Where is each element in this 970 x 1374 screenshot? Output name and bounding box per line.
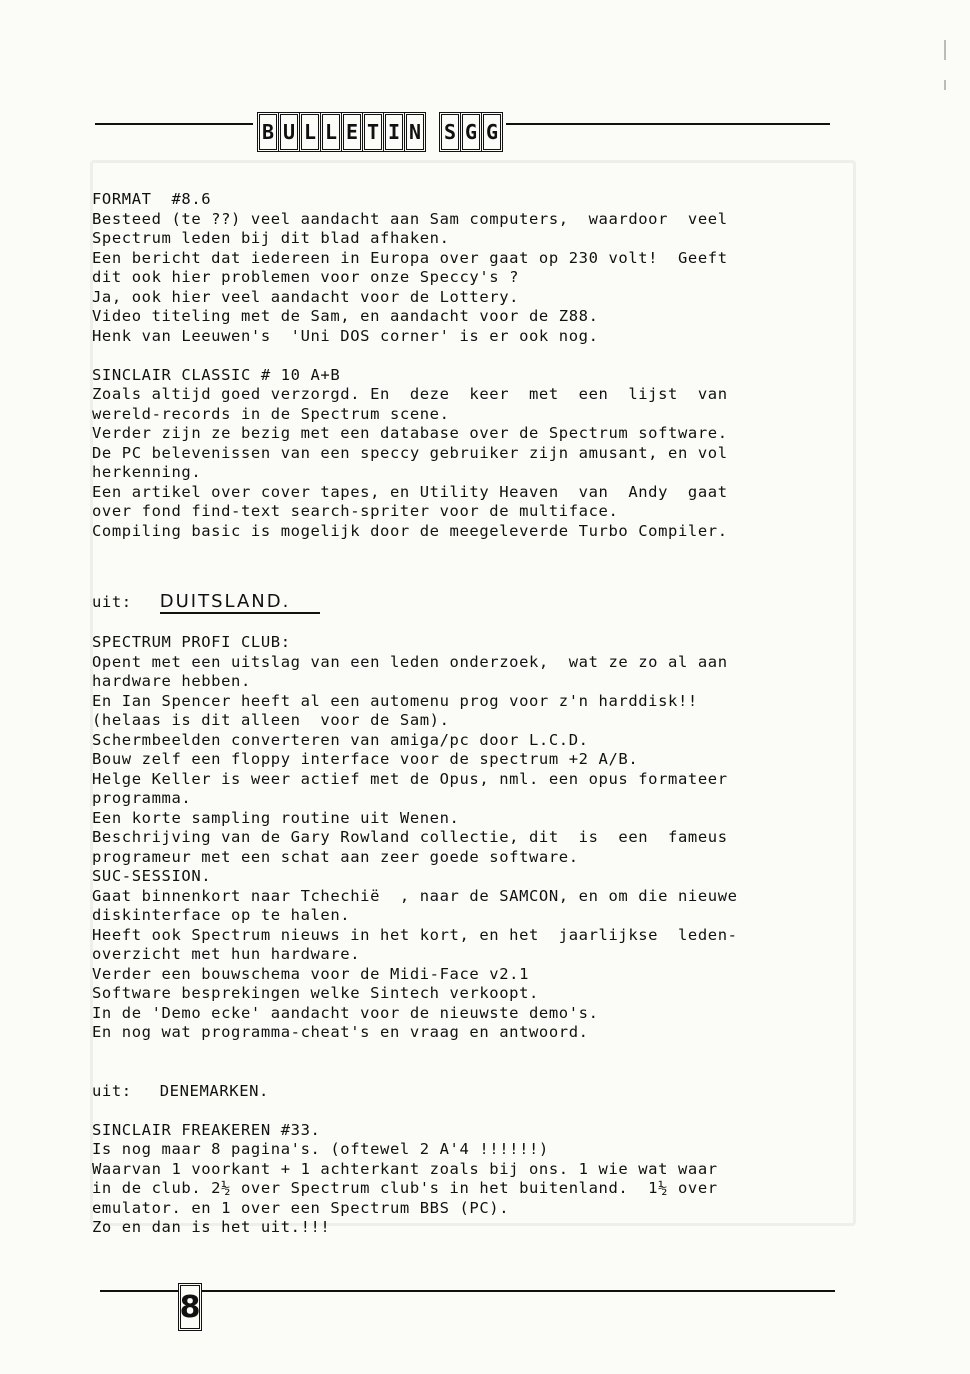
text-line: FORMAT #8.6 bbox=[92, 190, 212, 208]
text-line: overzicht met hun hardware. bbox=[92, 945, 361, 963]
text-line: herkenning. bbox=[92, 463, 202, 481]
masthead-logo bbox=[253, 112, 506, 152]
logo-letter: L bbox=[299, 112, 321, 152]
logo-letter: B bbox=[257, 112, 279, 152]
article-body bbox=[92, 190, 842, 1238]
text-line: En Ian Spencer heeft al een automenu prog voor z'n harddisk!! bbox=[92, 691, 698, 710]
text-line: SPECTRUM PROFI CLUB: bbox=[92, 633, 291, 651]
page-number: 8 bbox=[178, 1283, 202, 1331]
text-line: Compiling basic is mogelijk door de meegeleverde Turbo Compiler. bbox=[92, 521, 728, 540]
text-line: Ja, ook hier veel aandacht voor de Lottery. bbox=[92, 287, 520, 306]
text-line: Een artikel over cover tapes, en Utility Heaven van Andy gaat bbox=[92, 482, 728, 501]
logo-letter: S bbox=[439, 112, 461, 152]
spectrum-profi-section bbox=[92, 633, 842, 867]
logo-letter: N bbox=[404, 112, 426, 152]
text-line: Gaat binnenkort naar Tchechië , naar de SAMCON, en om die nieuwe bbox=[92, 886, 738, 905]
text-line: In de 'Demo ecke' aandacht voor de nieuwste demo's. bbox=[92, 1003, 599, 1022]
text-line: SUC-SESSION. bbox=[92, 867, 212, 885]
text-line: Besteed (te ??) veel aandacht aan Sam computers, waardoor veel bbox=[92, 209, 728, 228]
text-line: Schermbeelden converteren van amiga/pc door L.C.D. bbox=[92, 730, 589, 749]
text-line: wereld-records in de Spectrum scene. bbox=[92, 404, 450, 423]
logo-letter: G bbox=[481, 112, 503, 152]
text-line: Verder zijn ze bezig met een database over de Spectrum software. bbox=[92, 424, 728, 442]
logo-letter: T bbox=[362, 112, 384, 152]
sinclair-classic-section bbox=[92, 366, 842, 542]
text-line: Video titeling met de Sam, en aandacht voor de Z88. bbox=[92, 307, 599, 325]
country-heading-denemarken bbox=[92, 1082, 842, 1102]
text-line: Zo en dan is het uit.!!! bbox=[92, 1218, 331, 1236]
text-line: Beschrijving van de Gary Rowland collectie, dit is een fameus bbox=[92, 828, 728, 846]
text-line: Helge Keller is weer actief met de Opus, nml. een opus formateer bbox=[92, 769, 728, 788]
suc-session-section bbox=[92, 867, 842, 1043]
text-line: SINCLAIR CLASSIC # 10 A+B bbox=[92, 365, 341, 384]
logo-letter: G bbox=[460, 112, 482, 152]
text-line: in de club. 2½ over Spectrum club's in het buitenland. 1½ over bbox=[92, 1179, 718, 1197]
text-line: Een bericht dat iedereen in Europa over gaat op 230 volt! Geeft bbox=[92, 248, 728, 267]
text-line: Henk van Leeuwen's 'Uni DOS corner' is er ook nog. bbox=[92, 326, 599, 345]
edge-mark bbox=[944, 80, 946, 90]
text-line: Heeft ook Spectrum nieuws in het kort, en het jaarlijkse leden- bbox=[92, 925, 738, 944]
text-line: Verder een bouwschema voor de Midi-Face v2.1 bbox=[92, 964, 529, 983]
text-line: Bouw zelf een floppy interface voor de spectrum +2 A/B. bbox=[92, 750, 639, 768]
uit-label: uit: bbox=[92, 1081, 132, 1100]
edge-mark bbox=[944, 40, 946, 60]
uit-label: uit: bbox=[92, 593, 132, 611]
text-line: Software besprekingen welke Sintech verkoopt. bbox=[92, 984, 539, 1002]
text-line: Een korte sampling routine uit Wenen. bbox=[92, 808, 460, 827]
text-line: programeur met een schat aan zeer goede software. bbox=[92, 847, 579, 866]
logo-letter: L bbox=[320, 112, 342, 152]
text-line: diskinterface op te halen. bbox=[92, 906, 351, 924]
text-line: Spectrum leden bij dit blad afhaken. bbox=[92, 229, 450, 247]
logo-letter: I bbox=[383, 112, 405, 152]
text-line: Waarvan 1 voorkant + 1 achterkant zoals bij ons. 1 wie wat waar bbox=[92, 1159, 718, 1178]
text-line: Is nog maar 8 pagina's. (oftewel 2 A'4 !!!!!!) bbox=[92, 1140, 549, 1158]
text-line: (helaas is dit alleen voor de Sam). bbox=[92, 711, 450, 729]
country-title: DENEMARKEN. bbox=[159, 1081, 269, 1100]
text-line: En nog wat programma-cheat's en vraag en antwoord. bbox=[92, 1023, 589, 1041]
text-line: SINCLAIR FREAKEREN #33. bbox=[92, 1120, 321, 1139]
text-line: hardware hebben. bbox=[92, 672, 251, 690]
text-line: Opent met een uitslag van een leden onderzoek, wat ze zo al aan bbox=[92, 652, 728, 671]
sinclair-freakeren-section bbox=[92, 1121, 842, 1238]
country-title: DUITSLAND. bbox=[160, 592, 321, 614]
footer-rule bbox=[100, 1290, 835, 1292]
text-line: programma. bbox=[92, 789, 192, 807]
text-line: emulator. en 1 over een Spectrum BBS (PC). bbox=[92, 1198, 510, 1217]
text-line: Zoals altijd goed verzorgd. En deze keer met een lijst van bbox=[92, 385, 728, 403]
logo-letter: U bbox=[278, 112, 300, 152]
text-line: De PC belevenissen van een speccy gebruiker zijn amusant, en vol bbox=[92, 443, 728, 462]
logo-letter: E bbox=[341, 112, 363, 152]
format-section bbox=[92, 190, 842, 346]
text-line: over fond find-text search-spriter voor de multiface. bbox=[92, 502, 619, 520]
text-line: dit ook hier problemen voor onze Speccy's ? bbox=[92, 268, 520, 286]
country-heading-duitsland bbox=[92, 592, 842, 614]
